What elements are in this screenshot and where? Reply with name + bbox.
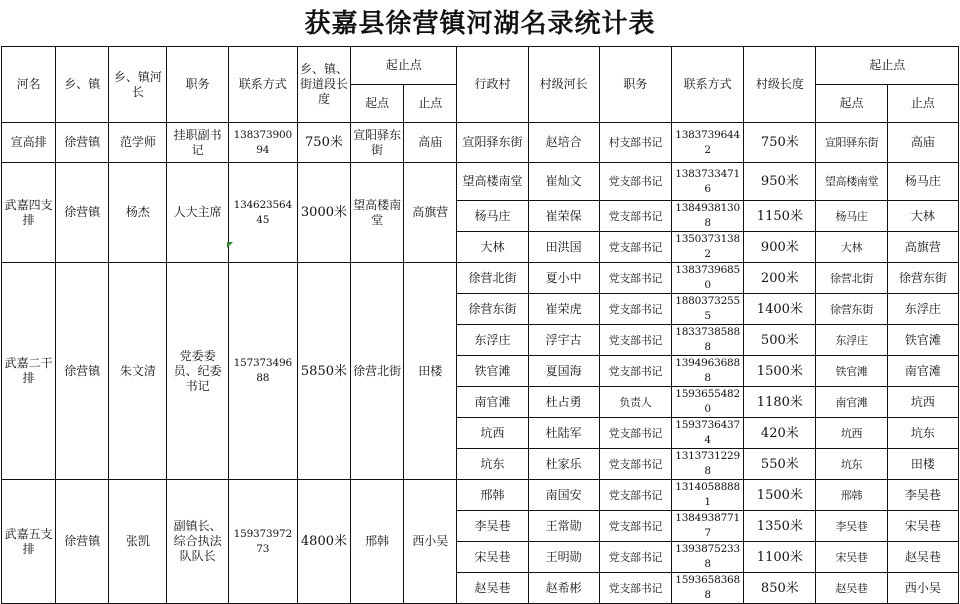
village-cell: 李吴巷 [457,511,528,542]
header-village-start-end: 起止点 [816,47,959,85]
village-chief-cell: 赵希彬 [528,573,599,604]
position-cell: 人大主席 [167,163,228,263]
village-end-cell: 李吴巷 [887,480,958,511]
header-village-position: 职务 [599,47,671,123]
village-contact-cell: 18803732555 [672,294,744,325]
river-name-cell: 武嘉四支排 [2,163,56,263]
village-chief-cell: 王明勋 [528,542,599,573]
start-point-cell: 徐营北街 [351,263,404,480]
village-cell: 徐营北街 [457,263,528,294]
village-start-cell: 南官滩 [816,387,887,418]
start-point-cell: 邢韩 [351,480,404,604]
village-end-cell: 坑西 [887,387,958,418]
village-contact-cell: 13503731382 [672,232,744,263]
village-cell: 南官滩 [457,387,528,418]
village-end-cell: 东浮庄 [887,294,958,325]
header-village-length: 村级长度 [744,47,816,123]
village-chief-cell: 王常勋 [528,511,599,542]
village-contact-cell: 15937364374 [672,418,744,449]
village-position-cell: 党支部书记 [599,263,671,294]
town-cell: 徐营镇 [56,263,109,480]
header-village-start: 起点 [816,85,887,123]
contact-cell: 13837390094 [228,123,297,163]
village-start-cell: 邢韩 [816,480,887,511]
village-start-cell: 杨马庄 [816,201,887,232]
table-row [2,480,959,511]
village-chief-cell: 浮宇古 [528,325,599,356]
town-cell: 徐营镇 [56,480,109,604]
contact-cell: 13462356445 [228,163,297,263]
village-end-cell: 宋吴巷 [887,511,958,542]
village-contact-cell: 13849381308 [672,201,744,232]
contact-cell: 15937397273 [228,480,297,604]
village-length-cell: 1180米 [744,387,816,418]
village-length-cell: 500米 [744,325,816,356]
village-cell: 望高楼南堂 [457,163,528,201]
village-cell: 宋吴巷 [457,542,528,573]
village-start-cell: 宋吴巷 [816,542,887,573]
village-position-cell: 党支部书记 [599,449,671,480]
header-town: 乡、镇 [56,47,109,123]
village-cell: 铁官滩 [457,356,528,387]
village-contact-cell: 13837396442 [672,123,744,163]
village-contact-cell: 15936583688 [672,573,744,604]
village-length-cell: 1500米 [744,480,816,511]
village-start-cell: 大林 [816,232,887,263]
town-cell: 徐营镇 [56,163,109,263]
end-point-cell: 田楼 [404,263,457,480]
village-position-cell: 党支部书记 [599,418,671,449]
village-chief-cell: 田洪国 [528,232,599,263]
header-river: 河名 [2,47,56,123]
village-length-cell: 950米 [744,163,816,201]
position-cell: 副镇长、综合执法队队长 [167,480,228,604]
start-point-cell: 望高楼南堂 [351,163,404,263]
village-length-cell: 200米 [744,263,816,294]
header-village: 行政村 [457,47,528,123]
river-name-cell: 武嘉五支排 [2,480,56,604]
village-chief-cell: 赵培合 [528,123,599,163]
village-position-cell: 党支部书记 [599,573,671,604]
town-chief-cell: 张凯 [109,480,167,604]
village-end-cell: 高旗营 [887,232,958,263]
segment-length-cell: 5850米 [297,263,350,480]
village-start-cell: 徐营东街 [816,294,887,325]
village-length-cell: 750米 [744,123,816,163]
village-cell: 徐营东街 [457,294,528,325]
village-position-cell: 党支部书记 [599,511,671,542]
village-position-cell: 党支部书记 [599,163,671,201]
river-name-cell: 武嘉二干排 [2,263,56,480]
end-point-cell: 西小吴 [404,480,457,604]
village-length-cell: 1500米 [744,356,816,387]
village-length-cell: 550米 [744,449,816,480]
header-village-chief: 村级河长 [528,47,599,123]
village-length-cell: 900米 [744,232,816,263]
village-length-cell: 1400米 [744,294,816,325]
village-chief-cell: 杜陆军 [528,418,599,449]
village-cell: 宣阳驿东街 [457,123,528,163]
village-contact-cell: 13949636888 [672,356,744,387]
village-cell: 东浮庄 [457,325,528,356]
village-start-cell: 坑东 [816,449,887,480]
page-title: 获嘉县徐营镇河湖名录统计表 [304,9,656,39]
village-start-cell: 东浮庄 [816,325,887,356]
village-chief-cell: 南国安 [528,480,599,511]
town-chief-cell: 范学师 [109,123,167,163]
village-cell: 坑西 [457,418,528,449]
village-start-cell: 徐营北街 [816,263,887,294]
village-length-cell: 1150米 [744,201,816,232]
village-start-cell: 坑西 [816,418,887,449]
village-length-cell: 1350米 [744,511,816,542]
village-position-cell: 党支部书记 [599,356,671,387]
village-length-cell: 850米 [744,573,816,604]
segment-length-cell: 750米 [297,123,350,163]
village-contact-cell: 15936554820 [672,387,744,418]
village-chief-cell: 杜占勇 [528,387,599,418]
village-cell: 大林 [457,232,528,263]
contact-cell: 15737349688 [228,263,297,480]
header-village-end: 止点 [887,85,958,123]
village-end-cell: 杨马庄 [887,163,958,201]
end-point-cell: 高旗营 [404,163,457,263]
position-cell: 党委委员、纪委书记 [167,263,228,480]
village-end-cell: 徐营东街 [887,263,958,294]
village-length-cell: 1100米 [744,542,816,573]
header-start: 起点 [351,85,404,123]
village-contact-cell: 13849387717 [672,511,744,542]
village-position-cell: 村支部书记 [599,123,671,163]
village-start-cell: 李吴巷 [816,511,887,542]
river-roster-table [1,46,959,604]
village-end-cell: 西小吴 [887,573,958,604]
town-chief-cell: 朱文清 [109,263,167,480]
header-segment-length: 乡、镇、街道段长度 [297,47,350,123]
table-row [2,163,959,201]
town-cell: 徐营镇 [56,123,109,163]
village-position-cell: 党支部书记 [599,232,671,263]
header-town-chief: 乡、镇河长 [109,47,167,123]
village-cell: 坑东 [457,449,528,480]
segment-length-cell: 4800米 [297,480,350,604]
cell-marker-triangle [227,242,233,248]
village-position-cell: 党支部书记 [599,294,671,325]
village-start-cell: 铁官滩 [816,356,887,387]
village-start-cell: 望高楼南堂 [816,163,887,201]
village-end-cell: 铁官滩 [887,325,958,356]
village-position-cell: 党支部书记 [599,325,671,356]
village-chief-cell: 崔荣保 [528,201,599,232]
village-chief-cell: 崔荣虎 [528,294,599,325]
village-contact-cell: 13837334716 [672,163,744,201]
table-row [2,263,959,294]
village-end-cell: 坑东 [887,418,958,449]
start-point-cell: 宣阳驿东街 [351,123,404,163]
village-chief-cell: 夏国海 [528,356,599,387]
town-chief-cell: 杨杰 [109,163,167,263]
village-contact-cell: 13140588881 [672,480,744,511]
village-chief-cell: 杜家乐 [528,449,599,480]
village-position-cell: 党支部书记 [599,201,671,232]
village-contact-cell: 13137312298 [672,449,744,480]
village-position-cell: 党支部书记 [599,480,671,511]
village-length-cell: 420米 [744,418,816,449]
village-contact-cell: 13938752338 [672,542,744,573]
village-end-cell: 南官滩 [887,356,958,387]
header-end: 止点 [404,85,457,123]
header-position: 职务 [167,47,228,123]
village-cell: 赵吴巷 [457,573,528,604]
village-contact-cell: 18337385888 [672,325,744,356]
village-cell: 邢韩 [457,480,528,511]
position-cell: 挂职副书记 [167,123,228,163]
header-village-contact: 联系方式 [672,47,744,123]
header-start-end: 起止点 [351,47,457,85]
village-position-cell: 负责人 [599,387,671,418]
village-contact-cell: 13837396850 [672,263,744,294]
village-start-cell: 赵吴巷 [816,573,887,604]
village-position-cell: 党支部书记 [599,542,671,573]
village-end-cell: 田楼 [887,449,958,480]
village-chief-cell: 夏小中 [528,263,599,294]
village-end-cell: 大林 [887,201,958,232]
village-start-cell: 宣阳驿东街 [816,123,887,163]
village-chief-cell: 崔灿文 [528,163,599,201]
end-point-cell: 高庙 [404,123,457,163]
village-end-cell: 赵吴巷 [887,542,958,573]
river-name-cell: 宣高排 [2,123,56,163]
village-cell: 杨马庄 [457,201,528,232]
segment-length-cell: 3000米 [297,163,350,263]
table-row [2,123,959,163]
header-contact: 联系方式 [228,47,297,123]
village-end-cell: 高庙 [887,123,958,163]
